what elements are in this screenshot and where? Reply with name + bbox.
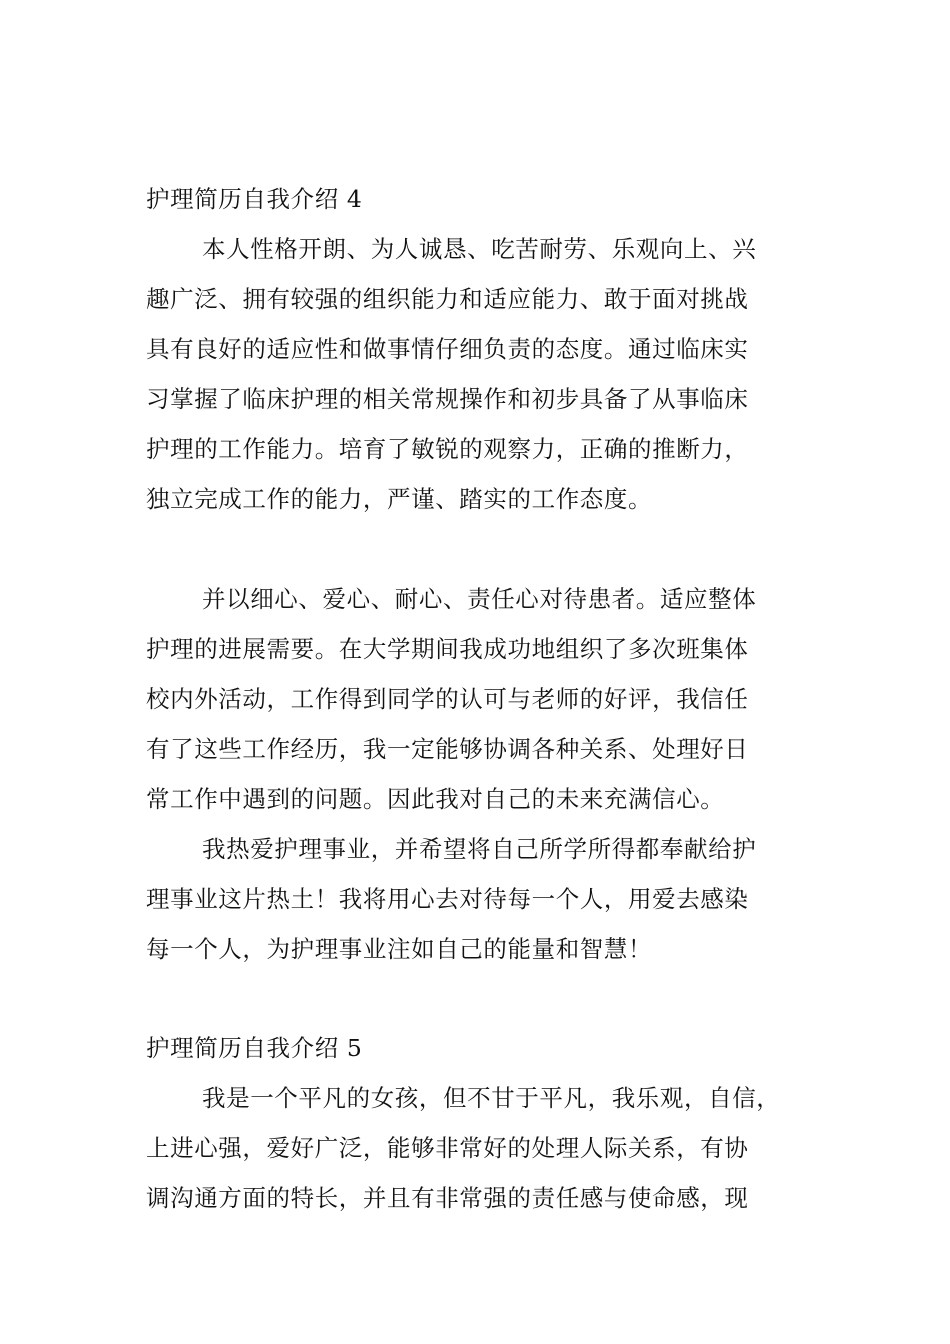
text-line: 并以细心、爱心、耐心、责任心对待患者。适应整体 [202, 585, 757, 613]
text-line: 上进心强，爱好广泛，能够非常好的处理人际关系，有协 [146, 1134, 749, 1162]
text-line: 校内外活动，工作得到同学的认可与老师的好评，我信任 [146, 685, 749, 713]
text-line: 我是一个平凡的女孩，但不甘于平凡，我乐观，自信， [202, 1084, 781, 1112]
text-line: 有了这些工作经历，我一定能够协调各种关系、处理好日 [146, 735, 749, 763]
section-heading-4: 护理简历自我介绍 4 [146, 185, 363, 213]
text-line: 护理的工作能力。培育了敏锐的观察力，正确的推断力， [146, 435, 749, 463]
text-line: 理事业这片热土！我将用心去对待每一个人，用爱去感染 [146, 885, 749, 913]
text-line: 常工作中遇到的问题。因此我对自己的未来充满信心。 [146, 785, 725, 813]
text-line: 本人性格开朗、为人诚恳、吃苦耐劳、乐观向上、兴 [202, 235, 757, 263]
text-line: 调沟通方面的特长，并且有非常强的责任感与使命感，现 [146, 1184, 749, 1212]
text-line: 独立完成工作的能力，严谨、踏实的工作态度。 [146, 485, 653, 513]
text-line: 趣广泛、拥有较强的组织能力和适应能力、敢于面对挑战 [146, 285, 749, 313]
text-line: 具有良好的适应性和做事情仔细负责的态度。通过临床实 [146, 335, 749, 363]
text-line: 护理的进展需要。在大学期间我成功地组织了多次班集体 [146, 635, 749, 663]
text-line: 每一个人，为护理事业注如自己的能量和智慧！ [146, 935, 653, 963]
section-heading-5: 护理简历自我介绍 5 [146, 1034, 363, 1062]
text-line: 习掌握了临床护理的相关常规操作和初步具备了从事临床 [146, 385, 749, 413]
text-line: 我热爱护理事业，并希望将自己所学所得都奉献给护 [202, 835, 757, 863]
